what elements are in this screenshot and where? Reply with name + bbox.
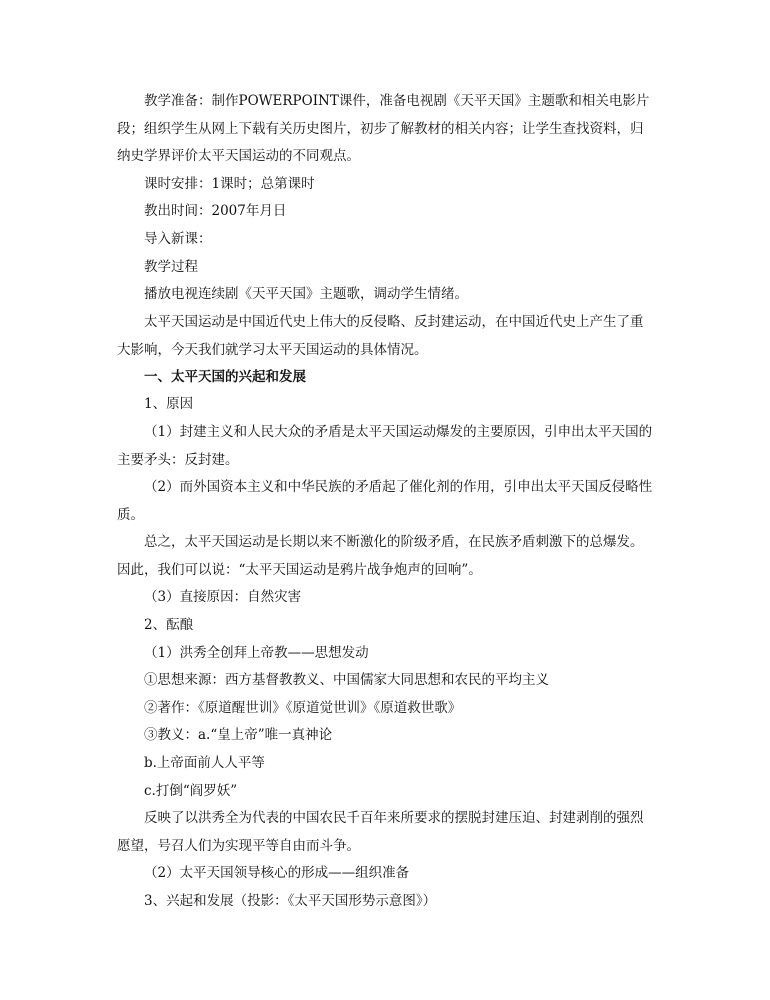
paragraph-song: 播放电视连续剧《天平天国》主题歌，调动学生情绪。 [144, 286, 468, 302]
paragraph-summary: 总之，太平天国运动是长期以来不断激化的阶级矛盾，在民族矛盾刺激下的总爆发。因此，我们可以说：“太平天国运动是鸦片战争炮声的回响”。 [117, 534, 644, 578]
subheading-brew: 2、酝酿 [144, 617, 194, 633]
paragraph-schedule: 课时安排：1课时；总第课时 [144, 176, 315, 192]
paragraph-brew-2: （2）太平天国领导核心的形成——组织准备 [144, 865, 410, 881]
paragraph-brew-source: ①思想来源：西方基督教教义、中国儒家大同思想和农民的平均主义 [144, 672, 549, 688]
paragraph-overview: 太平天国运动是中国近代史上伟大的反侵略、反封建运动，在中国近代史上产生了重大影响，今天我们就学习太平天国运动的具体情况。 [117, 314, 644, 358]
subheading-cause: 1、原因 [144, 396, 194, 412]
subheading-rise: 3、兴起和发展（投影：《太平天国形势示意图》） [144, 893, 437, 909]
paragraph-brew-b: b.上帝面前人人平等 [144, 755, 265, 771]
paragraph-date: 教出时间：2007年月日 [144, 203, 287, 219]
paragraph-intro: 导入新课： [144, 231, 212, 247]
paragraph-brew-1: （1）洪秀全创拜上帝教——思想发动 [144, 645, 369, 661]
paragraph-teaching-prep: 教学准备：制作POWERPOINT课件，准备电视剧《天平天国》主题歌和相关电影片段；组织学生从网上下载有关历史图片，初步了解教材的相关内容；让学生查找资料，归纳史学界评价太平天国运动的不同观点。 [117, 93, 650, 164]
paragraph-cause-2: （2）而外国资本主义和中华民族的矛盾起了催化剂的作用，引申出太平天国反侵略性质。 [117, 479, 653, 523]
paragraph-brew-works: ②著作：《原道醒世训》《原道觉世训》《原道救世歌》 [144, 700, 462, 716]
paragraph-brew-reflect: 反映了以洪秀全为代表的中国农民千百年来所要求的摆脱封建压迫、封建剥削的强烈愿望，号召人们为实现平等自由而斗争。 [117, 810, 644, 854]
paragraph-cause-1: （1）封建主义和人民大众的矛盾是太平天国运动爆发的主要原因，引申出太平天国的主要矛头：反封建。 [117, 424, 653, 468]
paragraph-brew-doctrine: ③教义：a.“皇上帝”唯一真神论 [144, 727, 333, 743]
section-heading: 一、太平天国的兴起和发展 [144, 369, 306, 385]
paragraph-cause-3: （3）直接原因：自然灾害 [144, 589, 302, 605]
paragraph-brew-c: c.打倒“阎罗妖” [144, 783, 238, 799]
paragraph-process: 教学过程 [144, 259, 198, 275]
